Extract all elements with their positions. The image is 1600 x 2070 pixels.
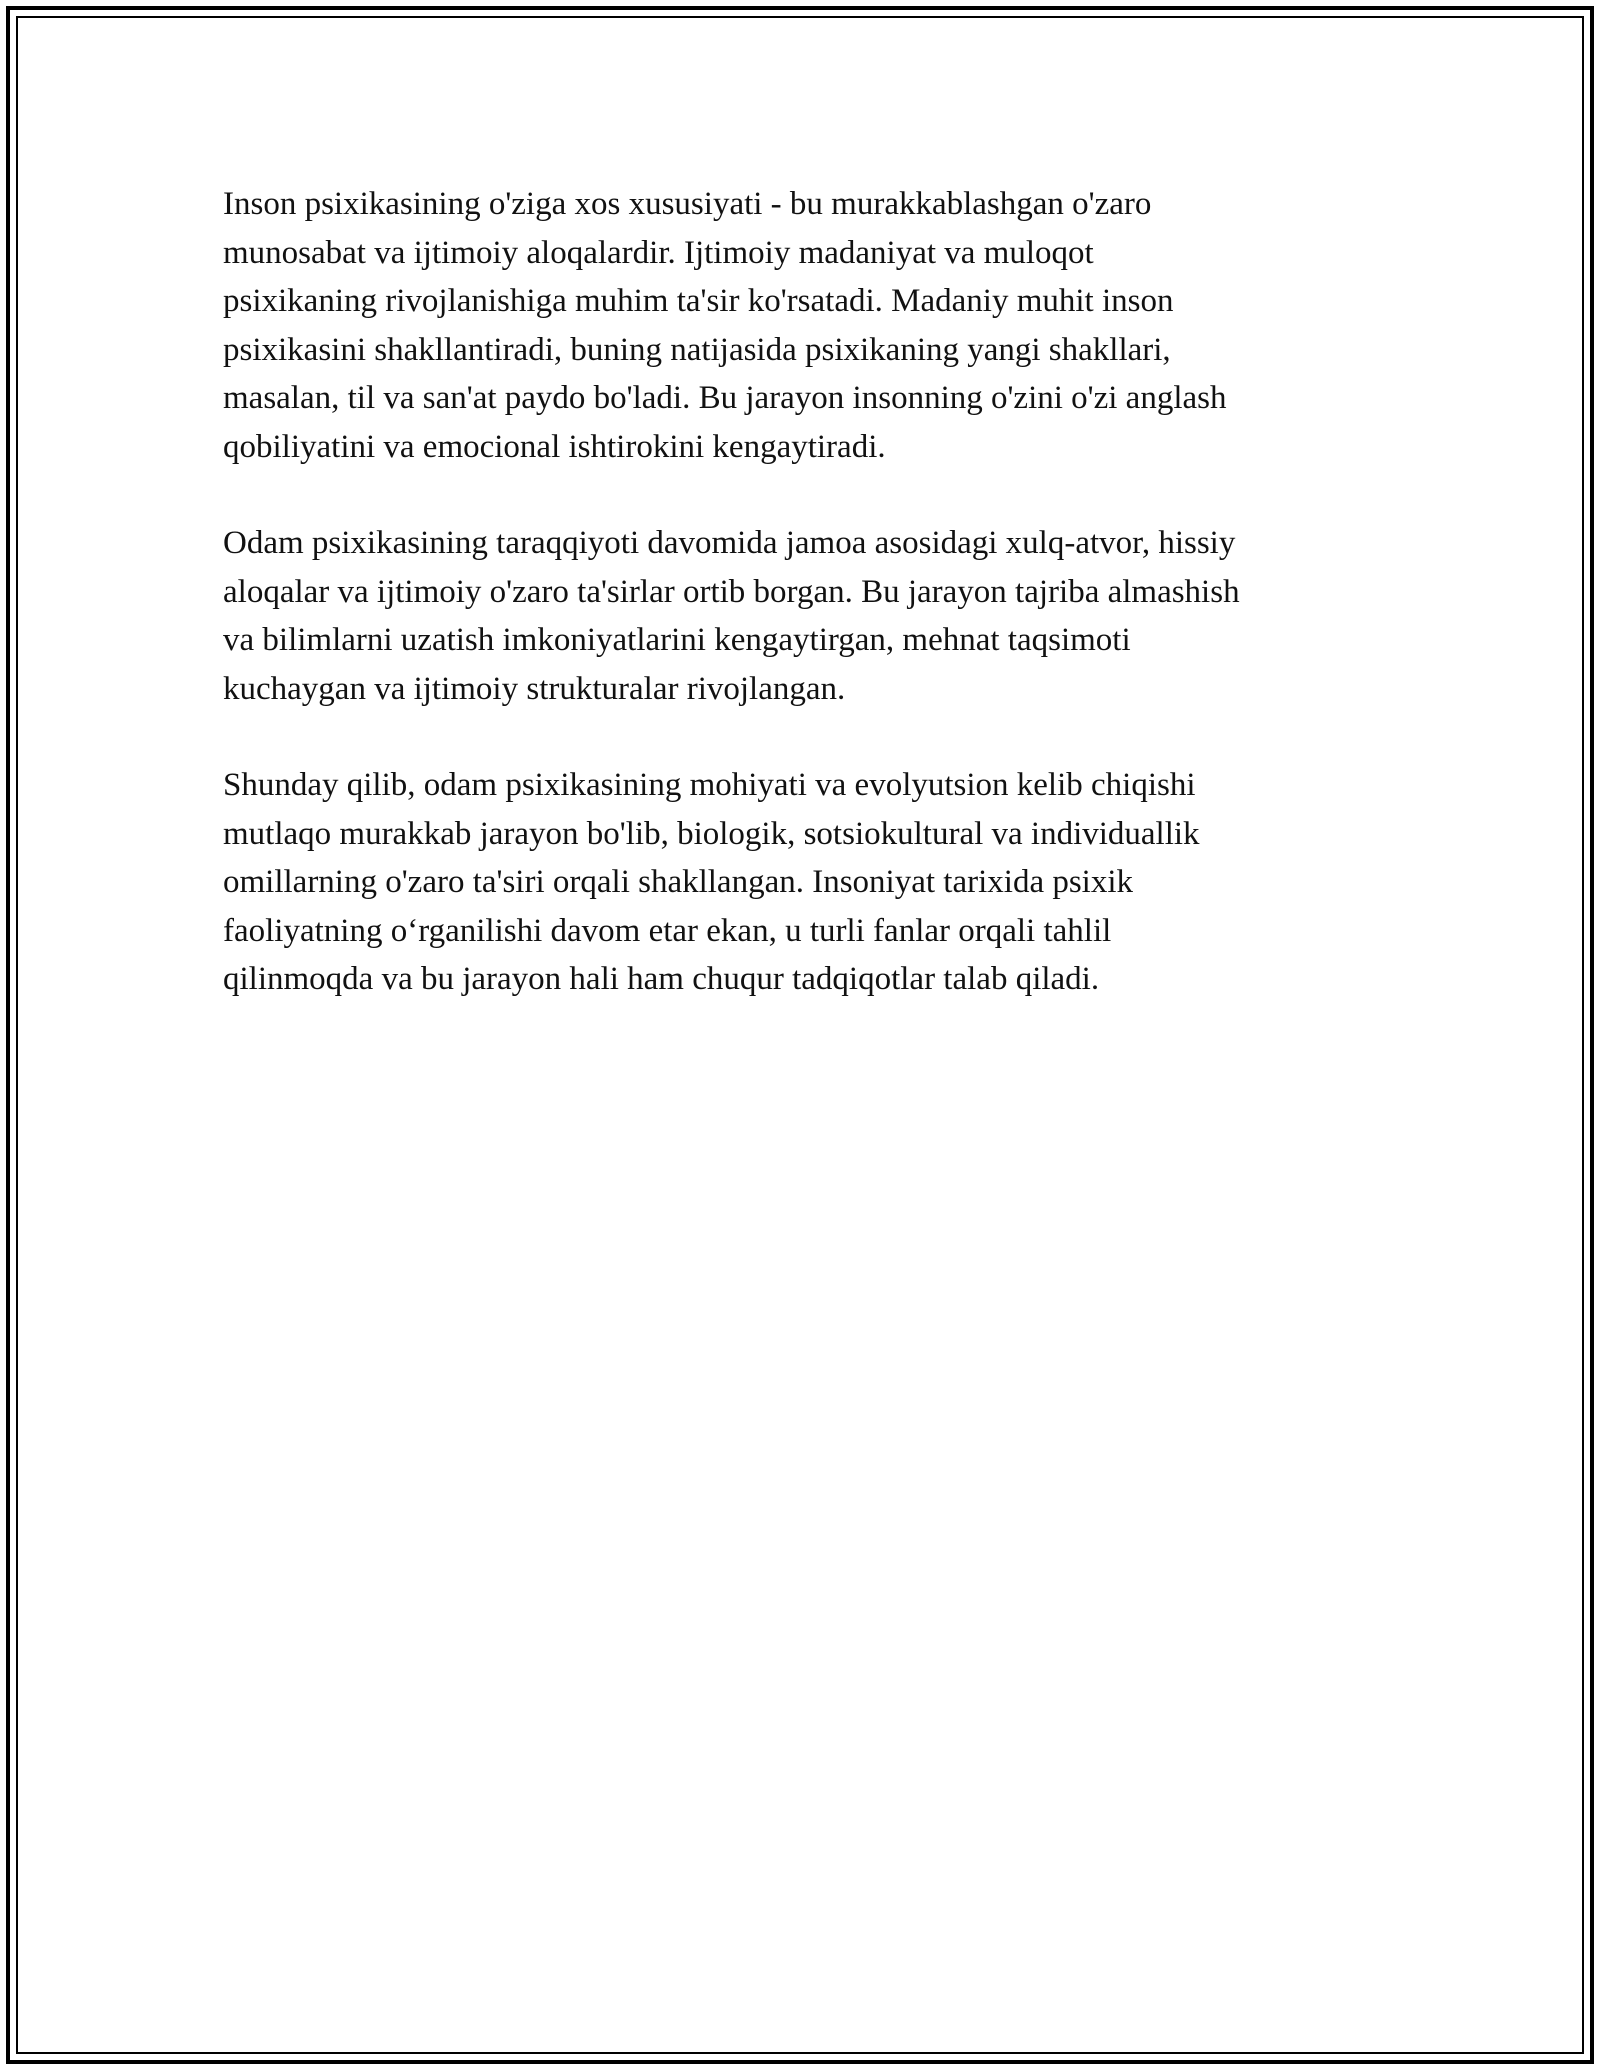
text-line: psixikasini shakllantiradi, buning natijasida psixikaning yangi shakllari, bbox=[223, 331, 1171, 368]
paragraph-2 bbox=[223, 519, 1393, 713]
text-line: masalan, til va san'at paydo bo'ladi. Bu jarayon insonning o'zini o'zi anglash bbox=[223, 380, 1227, 416]
text-line: va bilimlarni uzatish imkoniyatlarini kengaytirgan, mehnat taqsimoti bbox=[223, 622, 1131, 658]
paragraph-1 bbox=[223, 180, 1393, 471]
text-line: qobiliyatini va emocional ishtirokini kengaytiradi. bbox=[223, 428, 886, 465]
text-line: omillarning o'zaro ta'siri orqali shakllangan. Insoniyat tarixida psixik bbox=[223, 864, 1134, 900]
paragraph-3 bbox=[223, 761, 1393, 1004]
text-line: kuchaygan va ijtimoiy strukturalar rivojlangan. bbox=[223, 670, 846, 707]
text-line: mutlaqo murakkab jarayon bo'lib, biologik, sotsiokultural va individuallik bbox=[223, 815, 1200, 852]
text-line: Odam psixikasining taraqqiyoti davomida jamoa asosidagi xulq-atvor, hissiy bbox=[223, 525, 1236, 561]
text-line: Shunday qilib, odam psixikasining mohiyati va evolyutsion kelib chiqishi bbox=[223, 767, 1196, 803]
text-line: Inson psixikasining o'ziga xos xususiyati - bu murakkablashgan o'zaro bbox=[223, 186, 1152, 222]
text-line: qilinmoqda va bu jarayon hali ham chuqur tadqiqotlar talab qiladi. bbox=[223, 961, 1100, 997]
text-line: faoliyatning o‘rganilishi davom etar ekan, u turli fanlar orqali tahlil bbox=[223, 912, 1112, 949]
text-line: psixikaning rivojlanishiga muhim ta'sir ko'rsatadi. Madaniy muhit inson bbox=[223, 283, 1174, 319]
document-body bbox=[223, 180, 1393, 1052]
text-line: aloqalar va ijtimoiy o'zaro ta'sirlar ortib borgan. Bu jarayon tajriba almashish bbox=[223, 573, 1240, 610]
text-line: munosabat va ijtimoiy aloqalardir. Ijtimoiy madaniyat va muloqot bbox=[223, 234, 1094, 271]
